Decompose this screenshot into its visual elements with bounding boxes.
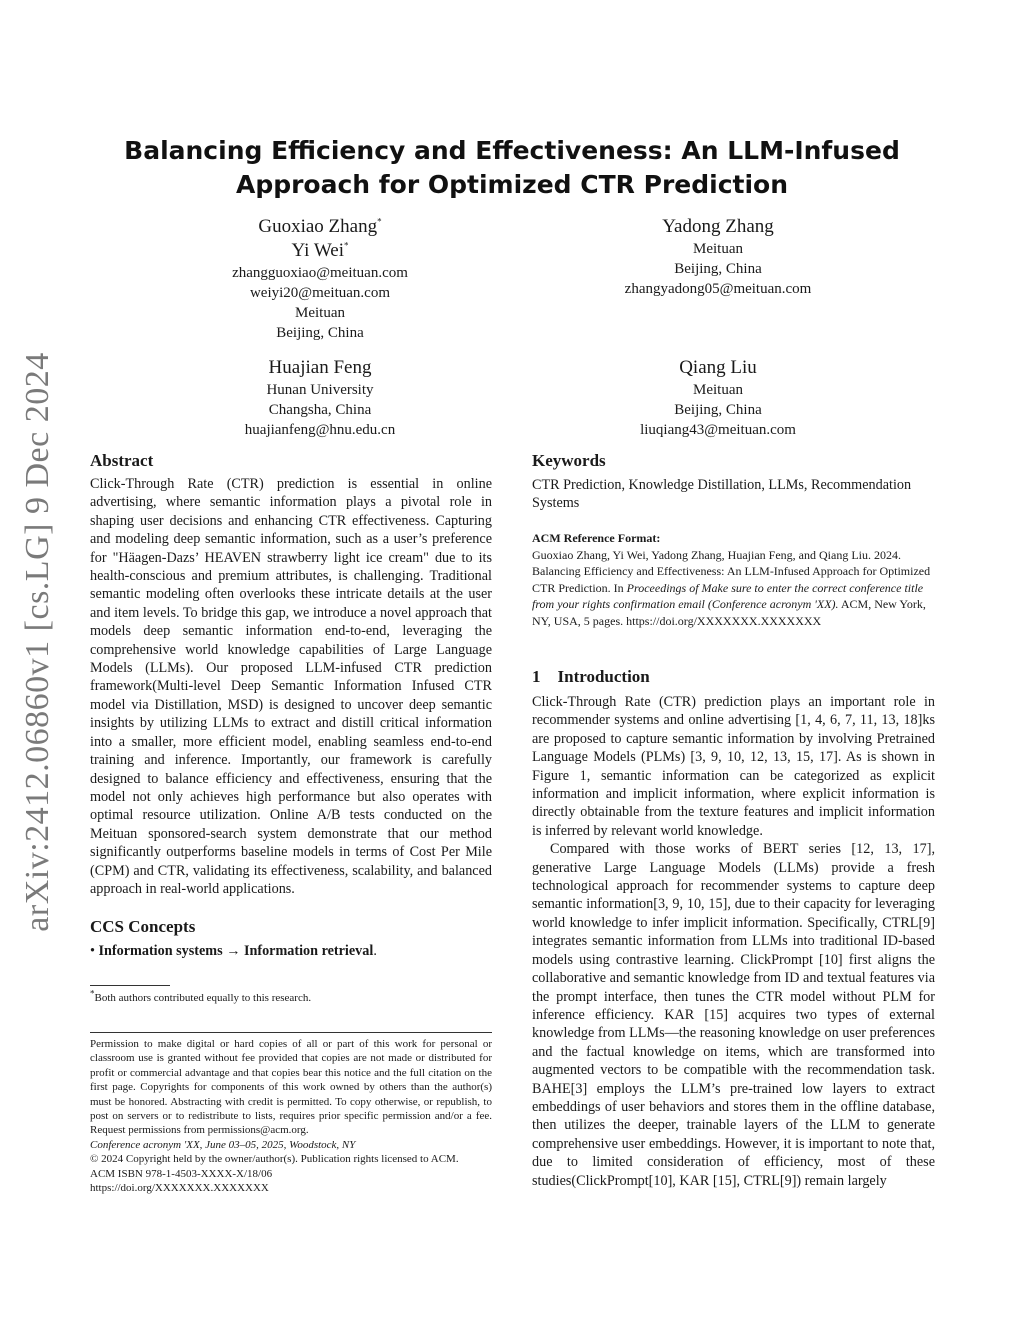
author-affiliation: Meituan (693, 241, 743, 257)
author-affiliation: Hunan University (266, 382, 374, 398)
author-email[interactable]: liuqiang43@meituan.com (640, 422, 796, 438)
footnote-rule (90, 985, 170, 986)
paper-title (110, 134, 914, 202)
ccs-heading: CCS Concepts (90, 917, 196, 936)
title-line-1: Balancing Efficiency and Effectiveness: An LLM-Infused (124, 136, 900, 165)
author-email[interactable]: huajianfeng@hnu.edu.cn (244, 422, 396, 438)
author-location: Beijing, China (674, 402, 762, 418)
author-email[interactable]: weiyi20@meituan.com (249, 285, 391, 301)
author-name: Huajian Feng (268, 357, 372, 378)
author-email[interactable]: zhangyadong05@meituan.com (624, 281, 812, 297)
author-affiliation: Meituan (693, 382, 743, 398)
author-name: Yadong Zhang (662, 216, 774, 237)
footnote: *Both authors contributed equally to this research. (90, 988, 312, 1004)
permission-block: Permission to make digital or hard copies of all or part of this work for personal or classroom use is granted without fee provided that copies are not made or distributed for profit or commercial advantage and that copies bear this notice and the full citation on the first page. Copyrights for components of this work owned by others than the author(s) must be honored. Abstracting with credit is permitted. To copy otherwise, or republish, to post on servers or to redistribute to lists, requires prior specific permission and/or a fee. Request permissions from permissions@acm.org. Conference acronym 'XX, June 03–05, 2025, Woodstock, NY © 2024 Copyright held by the owner/author(s). Publication rights licensed to ACM. ACM ISBN 978-1-4503-XXXX-X/18/06 https://doi.org/XXXXXXX.XXXXXXX (90, 1038, 492, 1195)
author-block-3 (175, 356, 465, 440)
copyright: © 2024 Copyright held by the owner/author(s). Publication rights licensed to ACM. (90, 1153, 459, 1166)
acm-reference: ACM Reference Format: Guoxiao Zhang, Yi Wei, Yadong Zhang, Huajian Feng, and Qiang Liu. 2024. Balancing Efficiency and Effectiveness: An LLM-Infused Approach for Optimized CTR Prediction. In Proceedings of Make sure to enter the correct conference title from your rights confirmation email (Conference acronym 'XX). ACM, New York, NY, USA, 5 pages. https://doi.org/XXXXXXX.XXXXXXX (532, 530, 935, 629)
author-location: Changsha, China (268, 402, 372, 418)
abstract-text: Click-Through Rate (CTR) prediction is essential in online advertising, where semantic information plays a pivotal role in shaping user decisions and enhancing CTR effectiveness. Capturing and modeling deep semantic information, such as a user’s preference for "Häagen-Dazs’ HEAVEN strawberry light ice cream" due to its health-conscious and premium attributes, is challenging. Traditional semantic modeling often overlooks these intricate details at the user and item levels. To bridge this gap, we introduce a novel approach that models deep semantic information end-to-end, leveraging the comprehensive world knowledge capabilities of Large Language Models (LLMs). Our proposed LLM-infused CTR prediction framework(Multi-level Deep Semantic Information Infused CTR model via Distillation, MSD) is designed to uncover deep semantic insights by utilizing LLMs to extract and distill critical information into a smaller, more efficient model, enabling seamless end-to-end training and inference. Importantly, our framework is carefully designed to balance efficiency and effectiveness, ensuring that the model not only achieves high performance but also operates with optimal resource utilization. Online A/B tests conducted on the Meituan sponsored-search system demonstrate that our method significantly outperforms baseline models in terms of Cost Per Mile (CPM) and CTR, validating its effectiveness, scalability, and balanced approach in real-world applications. (90, 476, 492, 897)
ccs-concept-1: Information systems (98, 943, 223, 959)
conference-info: Conference acronym 'XX, June 03–05, 2025, Woodstock, NY (90, 1138, 356, 1151)
keywords-heading: Keywords (532, 451, 606, 470)
permission-rule (90, 1032, 492, 1033)
author-block-1: Guoxiao Zhang* Yi Wei* zhangguoxiao@meituan.com weiyi20@meituan.com Meituan Beijing, China (190, 215, 450, 343)
ccs-concept-2: Information retrieval (243, 943, 374, 959)
author-location: Beijing, China (276, 325, 364, 341)
author-block-2 (588, 215, 848, 299)
author-name: Guoxiao Zhang (258, 216, 378, 237)
abstract-heading: Abstract (90, 451, 154, 470)
ccs-concepts: • Information systems → Information retrieval. (90, 943, 377, 959)
doi-link[interactable]: https://doi.org/XXXXXXX.XXXXXXX (90, 1182, 269, 1195)
paragraph: Click-Through Rate (CTR) prediction plays an important role in recommender systems and online advertising [1, 4, 6, 7, 11, 13, 18]ks are proposed to capture semantic information by involving Pretrained Language Models (PLMs) [3, 9, 10, 12, 13, 15, 17]. As is shown in Figure 1, semantic information can be categorized as explicit information and implicit information, where explicit information is directly obtainable from the texture features and implicit information is inferred by relevant world knowledge. (532, 694, 935, 839)
paragraph: Compared with those works of BERT series [12, 13, 17], generative Large Language Models (LLMs) provide a fresh technological approach for recommender systems to capture deep semantic information[3, 9, 10, 15], due to their capacity for leveraging world knowledge to infer implicit information. Specifically, CTRL[9] integrates semantic information from LLMs into traditional ID-based models using contrastive learning. ClickPrompt [10] first aligns the collaborative and semantic knowledge from ID and textual features via the prompt interface, then tunes the CTR model without PLM for inference efficiency. KAR [15] acquires two types of external knowledge from LLMs—the reasoning knowledge on user preferences and the factual knowledge on items, which are transformed into augmented vectors to be compatible with the recommendation task. BAHE[3] employs the LLM’s pre-trained low layers to extract embeddings of user behaviors and stores them in the offline database, then utilizes the deeper, trainable layers of the LLM to generate comprehensive user embeddings. However, it is important to note that, due to limited consideration of efficiency, most of these studies(ClickPrompt[10], KAR [15], CTRL[9]) remain largely (532, 841, 936, 1189)
keywords-text: CTR Prediction, Knowledge Distillation, LLMs, Recommendation Systems (532, 477, 912, 512)
author-location: Beijing, China (674, 261, 762, 277)
title-line-2: Approach for Optimized CTR Prediction (235, 170, 789, 199)
author-name: Qiang Liu (679, 357, 757, 378)
section-heading: 1 Introduction (532, 667, 650, 686)
author-name: Yi Wei (291, 240, 344, 261)
author-block-4 (588, 356, 848, 440)
arxiv-stamp: arXiv:2412.06860v1 [cs.LG] 9 Dec 2024 (19, 352, 56, 932)
author-affiliation: Meituan (295, 305, 345, 321)
isbn: ACM ISBN 978-1-4503-XXXX-X/18/06 (90, 1167, 273, 1180)
author-email[interactable]: zhangguoxiao@meituan.com (232, 265, 408, 281)
intro-text (532, 693, 935, 1190)
acm-reference-heading: ACM Reference Format: (532, 531, 661, 545)
